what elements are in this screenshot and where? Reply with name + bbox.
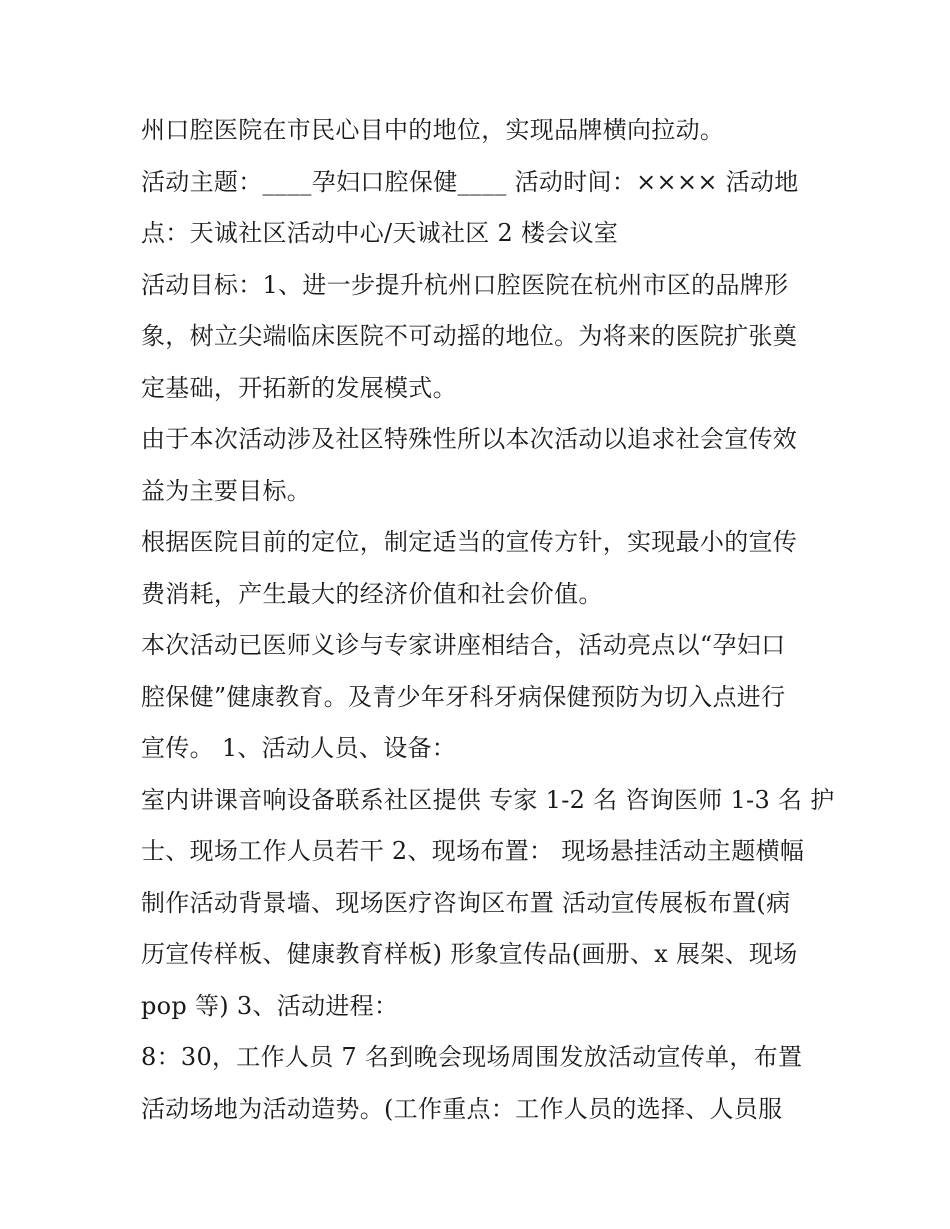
text-line: 本次活动已医师义诊与专家讲座相结合，活动亮点以“孕妇口 — [141, 631, 786, 659]
document-body — [141, 105, 835, 1135]
text-line: 益为主要目标。 — [141, 476, 312, 505]
text-line: 腔保健”健康教育。及青少年牙科牙病保健预防为切入点进行 — [141, 682, 786, 711]
text-line: 象，树立尖端临床医院不可动摇的地位。为将来的医院扩张奠 — [141, 322, 798, 350]
text-line: 定基础，开拓新的发展模式。 — [141, 373, 457, 402]
text-line: 州口腔医院在市民心目中的地位，实现品牌横向拉动。 — [141, 116, 725, 144]
text-line: 8：30，工作人员 7 名到晚会现场周围发放活动宣传单，布置 — [141, 1043, 803, 1071]
text-line: pop 等) 3、活动进程： — [141, 991, 399, 1020]
text-line: 士、现场工作人员若干 2、现场布置： 现场悬挂活动主题横幅 — [141, 837, 805, 865]
text-line: 历宣传样板、健康教育样板) 形象宣传品(画册、x 展架、现场 — [141, 940, 798, 968]
text-line: 宣传。 1、活动人员、设备： — [141, 734, 457, 762]
text-line: 费消耗，产生最大的经济价值和社会价值。 — [141, 579, 603, 608]
text-line: 室内讲课音响设备联系社区提供 专家 1-2 名 咨询医师 1-3 名 护 — [141, 785, 835, 814]
text-line: 活动场地为活动造势。(工作重点：工作人员的选择、人员服 — [141, 1094, 783, 1123]
text-line: 由于本次活动涉及社区特殊性所以本次活动以追求社会宣传效 — [141, 425, 798, 453]
text-line: 活动目标：1、进一步提升杭州口腔医院在杭州市区的品牌形 — [141, 270, 789, 299]
text-line: 活动主题：____孕妇口腔保健____ 活动时间：×××× 活动地 — [141, 167, 799, 196]
text-line: 根据医院目前的定位，制定适当的宣传方针，实现最小的宣传 — [141, 528, 798, 556]
text-line: 点：天诚社区活动中心/天诚社区 2 楼会议室 — [141, 219, 619, 247]
text-line: 制作活动背景墙、现场医疗咨询区布置 活动宣传展板布置(病 — [141, 888, 791, 917]
